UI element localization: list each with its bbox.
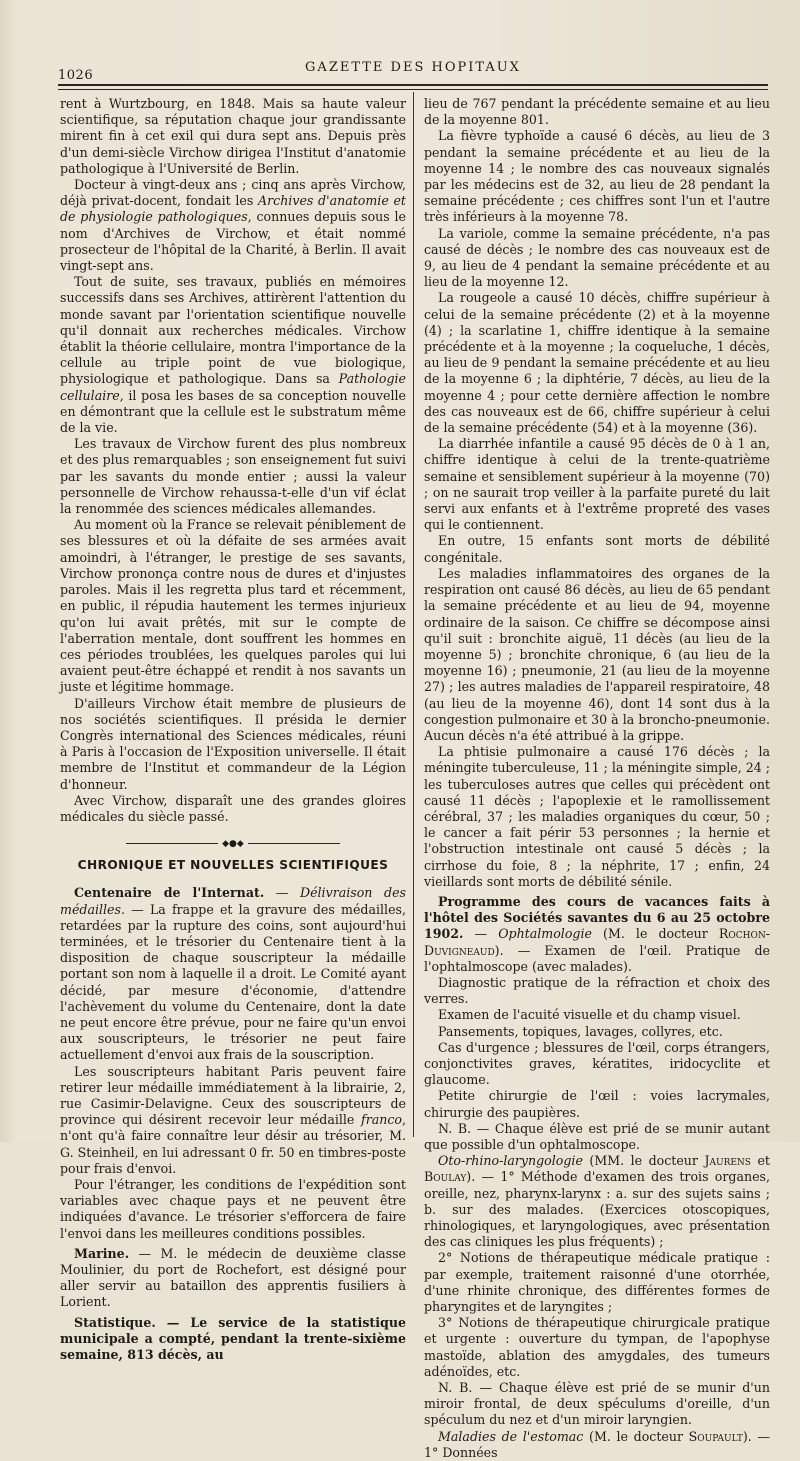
news-item-statistique xyxy=(60,1315,406,1364)
section-ornament xyxy=(60,835,406,849)
item-heading: Centenaire de l'Internat. xyxy=(74,885,265,901)
text-run: ). — Examen de l'œil. Pratique de l'ophtalmoscope (avec malades). xyxy=(424,942,770,974)
journal-title: GAZETTE DES HOPITAUX xyxy=(305,60,521,75)
paragraph: 3° Notions de thérapeutique chirurgicale pratique et urgente : ouverture du tympan, de l'apophyse mastoïde, ablation des amygdales, des tumeurs adénoïdes, etc. xyxy=(424,1315,770,1379)
text-run: — xyxy=(463,926,499,942)
paragraph xyxy=(60,274,406,436)
text-run: Tout de suite, ses travaux, publiés en mémoires successifs dans ses Archives, attirèrent l'attention du monde savant par l'orientation scientifique nouvelle qu'il donnait aux recherches médicales. Virchow établit la théorie cellulaire, montra l'importance de la cellule au triple point de vue biologique, physiologique et pathologique. Dans sa xyxy=(60,274,406,387)
ornament-glyph: ◆●◆ xyxy=(222,838,244,849)
item-subheading: Délivraison des médailles. xyxy=(60,885,406,917)
news-item-marine xyxy=(60,1246,406,1311)
paragraph: En outre, 15 enfants sont morts de débilité congénitale. xyxy=(424,533,770,565)
text-run: , connues depuis sous le nom d'Archives de Virchow, et était nommé prosecteur de l'hôpital de la Charité, à Berlin. Il avait vingt-sept ans. xyxy=(60,209,406,274)
paragraph: Au moment où la France se relevait péniblement de ses blessures et où la défaite de ses armées avait amoindri, à l'étranger, le prestige de ses savants, Virchow prononça contre nous de dures et d'injustes paroles. Mais il les regretta plus tard et récemment, en public, il répudia hautement les termes injurieux qu'on lui avait prêtés, mit sur le compte de l'aberration mentale, dont souffrent les hommes en ces périodes troublées, les quelques paroles qui lui avaient peut-être échappé et rendit à nos savants un juste et légitime hommage. xyxy=(60,517,406,695)
text-run: (M. le docteur xyxy=(583,1428,689,1444)
paragraph: Petite chirurgie de l'œil : voies lacrymales, chirurgie des paupières. xyxy=(424,1088,770,1120)
text-run: (M. le docteur xyxy=(591,926,719,942)
paragraph: Diagnostic pratique de la réfraction et choix des verres. xyxy=(424,974,770,1007)
course-title: Oto-rhino-laryngologie xyxy=(438,1153,583,1169)
ornament-line xyxy=(248,843,340,844)
paragraph: N. B. — Chaque élève est prié de se munir autant que possible d'un ophtalmoscope. xyxy=(424,1120,770,1152)
ornament-line xyxy=(126,843,218,844)
text-run: (MM. le docteur xyxy=(582,1153,705,1169)
paragraph: La fièvre typhoïde a causé 6 décès, au lieu de 3 pendant la semaine précédente et au lieu de la moyenne 14 ; le nombre des cas nouveaux signalés par les médecins est de 32, au lieu de 28 pendant la semaine précédente ; ces chiffres sont l'un et l'autre très inférieurs à la moyenne 78. xyxy=(424,128,770,225)
paragraph: Avec Virchow, disparaît une des grandes gloires médicales du siècle passé. xyxy=(60,792,406,824)
item-heading: Statistique. xyxy=(74,1314,156,1330)
doctor-name: Jaurens xyxy=(704,1153,751,1169)
paragraph xyxy=(424,1429,770,1461)
column-divider xyxy=(413,92,414,1137)
header-rule-thick xyxy=(58,84,768,86)
left-column xyxy=(60,96,406,1363)
paragraph: Pansements, topiques, lavages, collyres, etc. xyxy=(438,1023,723,1039)
paragraph: La phtisie pulmonaire a causé 176 décès ; la méningite tuberculeuse, 11 ; la méningite simple, 24 ; les tuberculoses autres que celles qui précèdent ont causé 11 décès ; l'apoplexie et le ramollissement cérébral, 37 ; les maladies organiques du cœur, 50 ; le cancer a fait périr 53 personnes ; la hernie et l'obstruction intestinale ont causé 5 décès ; la cirrhose du foie, 8 ; la néphrite, 17 ; enfin, 24 vieillards sont morts de débilité sénile. xyxy=(424,744,770,889)
paragraph: La rougeole a causé 10 décès, chiffre supérieur à celui de la semaine précédente (2) et à la moyenne (4) ; la scarlatine 1, chiffre identique à la semaine précédente et à la moyenne ; la coqueluche, 1 décès, au lieu de 9 pendant la semaine précédente et au lieu de la moyenne 6 ; la diphtérie, 7 décès, au lieu de la moyenne 4 ; pour cette dernière affection le nombre des cas nouveaux est de 66, chiffre supérieur à celui de la semaine précédente (54) et à la moyenne (36). xyxy=(424,290,770,436)
text-run: Les souscripteurs habitant Paris peuvent faire retirer leur médaille immédiatement à la librairie, 2, rue Casimir-Delavigne. Ceux des souscripteurs de province qui désirent recevoir leur médaille xyxy=(60,1063,406,1128)
book-reference: Pathologie cellulaire xyxy=(60,371,406,403)
doctor-name: Soupault xyxy=(688,1428,743,1444)
paragraph: La diarrhée infantile a causé 95 décès de 0 à 1 an, chiffre identique à celui de la trente-quatrième semaine et sensiblement supérieur à la moyenne (70) ; on ne saurait trop veiller à la parfaite pureté du lait servi aux enfants et à l'extrême propreté des vases qui le contiennent. xyxy=(424,436,770,533)
doctor-name: Rochon-Duvigneaud xyxy=(424,926,770,958)
paragraph: Les travaux de Virchow furent des plus nombreux et des plus remarquables ; son enseignement fut suivi par les savants du monde entier ; aussi la valeur personnelle de Virchow rehaussa-t-elle d'un vif éclat la renommée des sciences médicales allemandes. xyxy=(60,436,406,517)
news-item-centenaire xyxy=(60,885,406,1063)
section-title: CHRONIQUE ET NOUVELLES SCIENTIFIQUES xyxy=(77,858,389,873)
text-run: — Le service de la statistique municipale a compté, pendant la trente-sixième semaine, 813 décès, au xyxy=(60,1314,406,1363)
paragraph: Examen de l'acuité visuelle et du champ visuel. xyxy=(438,1007,741,1023)
text-run: — M. le médecin de deuxième classe Moulinier, du port de Rochefort, est désigné pour aller servir au bataillon des apprentis fusiliers à Lorient. xyxy=(60,1245,406,1310)
news-item-programme xyxy=(424,894,770,975)
text-run: ). — 1° Méthode d'examen des trois organes, oreille, nez, pharynx-larynx : a. sur des sujets sains ; b. sur des malades. (Exercices otoscopiques, rhinologiques, et laryngologiques, avec présentation des cas cliniques les plus fréquents) ; xyxy=(424,1169,770,1250)
text-run: , n'ont qu'à faire connaître leur désir au trésorier, M. G. Steinheil, en lui adressant 0 fr. 50 en timbres-poste pour frais d'envoi. xyxy=(60,1112,406,1176)
paragraph: D'ailleurs Virchow était membre de plusieurs de nos sociétés scientifiques. Il présida le dernier Congrès international des Sciences médicales, réuni à Paris à l'occasion de l'Exposition universelle. Il était membre de l'Institut et commandeur de la Légion d'honneur. xyxy=(60,695,406,792)
text-emphasis: franco xyxy=(361,1112,402,1128)
text-run: , il posa les bases de sa conception nouvelle en démontrant que la cellule est le substratum même de la vie. xyxy=(60,387,406,436)
page-number: 1026 xyxy=(58,68,94,83)
text-run: Docteur à vingt-deux ans ; cinq ans après Virchow, déjà privat-docent, fondait les xyxy=(60,177,406,209)
page-header xyxy=(58,58,768,84)
text-run: — La frappe et la gravure des médailles, retardées par la rupture des coins, sont aujourd'hui terminées, et le trésorier du Centenaire tient à la disposition de chaque souscripteur la médaille portant son nom à laquelle il a droit. Le Comité ayant décidé, par mesure d'économie, d'attendre l'achèvement du volume du Centenaire, dont la date ne peut encore être prévue, pour ne faire qu'un envoi aux souscripteurs, le trésorier ne peut faire actuellement d'envoi aux frais de la souscription. xyxy=(60,901,406,1063)
text-run: — xyxy=(264,885,300,901)
paragraph xyxy=(424,1153,770,1250)
paragraph: rent à Wurtzbourg, en 1848. Mais sa haute valeur scientifique, sa réputation chaque jour grandissante mirent fin à cet exil qui dura sept ans. Depuis près d'un demi-siècle Virchow dirigea l'Institut d'anatomie pathologique à l'Université de Berlin. xyxy=(60,96,406,176)
doctor-name: Boulay xyxy=(424,1169,467,1185)
paragraph xyxy=(60,1064,406,1177)
paragraph: Pour l'étranger, les conditions de l'expédition sont variables avec chaque pays et ne peuvent être indiquées d'avance. Le trésorier s'efforcera de faire l'envoi dans les meilleures conditions possibles. xyxy=(60,1177,406,1241)
paragraph: N. B. — Chaque élève est prié de se munir d'un miroir frontal, de deux spéculums d'oreille, d'un spéculum du nez et d'un miroir laryngien. xyxy=(424,1380,770,1428)
paragraph: Cas d'urgence ; blessures de l'œil, corps étrangers, conjonctivites graves, kératites, iridocyclite et glaucome. xyxy=(424,1039,770,1088)
journal-reference: Archives d'anatomie et de physiologie pathologiques xyxy=(60,193,406,225)
text-run: ). — 1° Données xyxy=(424,1428,771,1460)
paragraph: lieu de 767 pendant la précédente semaine et au lieu de la moyenne 801. xyxy=(424,96,770,128)
text-run: et xyxy=(750,1153,770,1169)
paragraph xyxy=(60,177,406,274)
paragraph: 2° Notions de thérapeutique médicale pratique : par exemple, traitement raisonné d'une otorrhée, d'une rhinite chronique, des différentes formes de pharyngites et de laryngites ; xyxy=(424,1250,770,1315)
paragraph: La variole, comme la semaine précédente, n'a pas causé de décès ; le nombre des cas nouveaux est de 9, au lieu de 4 pendant la semaine précédente et au lieu de la moyenne 12. xyxy=(424,225,770,290)
header-rule-thin xyxy=(58,89,768,90)
course-title: Ophtalmologie xyxy=(498,926,592,942)
item-heading: Marine. xyxy=(74,1245,130,1261)
right-column xyxy=(424,96,770,1461)
paragraph: Les maladies inflammatoires des organes de la respiration ont causé 86 décès, au lieu de 65 pendant la semaine précédente et au lieu de 94, moyenne ordinaire de la saison. Ce chiffre se décompose ainsi qu'il suit : bronchite aiguë, 11 décès (au lieu de la moyenne 5) ; bronchite chronique, 6 (au lieu de la moyenne 16) ; pneumonie, 21 (au lieu de la moyenne 27) ; les autres maladies de l'appareil respiratoire, 48 (au lieu de la moyenne 46), dont 14 sont dus à la congestion pulmonaire et 30 à la broncho-pneumonie. Aucun décès n'a été attribué à la grippe. xyxy=(424,565,770,743)
item-heading: Programme des cours de vacances faits à l'hôtel des Sociétés savantes du 6 au 25 octobre 1902. xyxy=(424,893,770,942)
course-title: Maladies de l'estomac xyxy=(438,1428,584,1444)
